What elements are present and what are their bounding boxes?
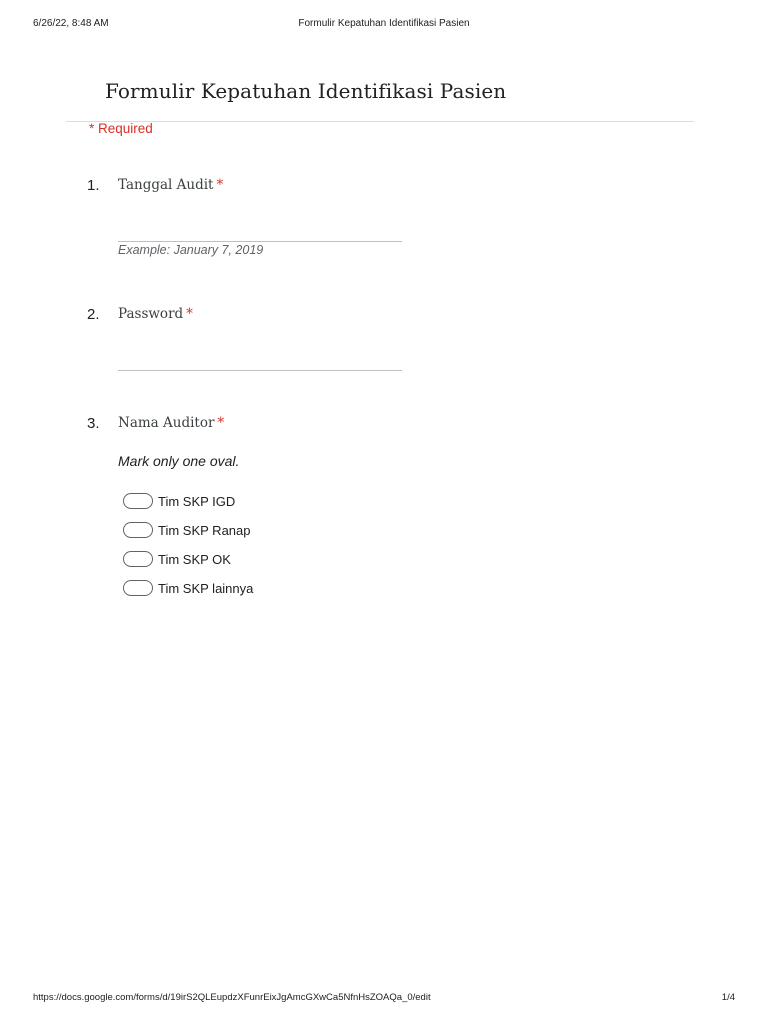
form-title: Formulir Kepatuhan Identifikasi Pasien (105, 79, 507, 103)
option-label: Tim SKP OK (158, 551, 231, 567)
question-label (118, 306, 193, 322)
question-number: 1. (87, 177, 100, 194)
radio-oval[interactable] (123, 551, 153, 567)
mark-one-oval-instruction: Mark only one oval. (118, 453, 240, 469)
option-tim-skp-ok[interactable] (123, 550, 231, 568)
option-label: Tim SKP IGD (158, 493, 236, 509)
date-answer-field[interactable] (118, 241, 402, 242)
print-datetime: 6/26/22, 8:48 AM (33, 18, 109, 29)
option-tim-skp-lainnya[interactable] (123, 579, 253, 597)
password-answer-field[interactable] (118, 370, 402, 371)
question-number: 2. (87, 306, 100, 323)
print-header (33, 18, 735, 32)
print-url: https://docs.google.com/forms/d/19irS2QLEupdzXFunrEixJgAmcGXwCa5NfnHsZOAQa_0/edit (33, 992, 431, 1003)
question-number: 3. (87, 415, 100, 432)
required-star: * (217, 415, 225, 431)
radio-oval[interactable] (123, 580, 153, 596)
required-note: * Required (89, 121, 153, 136)
option-label: Tim SKP Ranap (158, 522, 251, 538)
question-label (118, 177, 223, 193)
option-tim-skp-igd[interactable] (123, 492, 235, 510)
required-star: * (216, 177, 224, 193)
question-label-text: Tanggal Audit (118, 177, 214, 193)
print-doc-title: Formulir Kepatuhan Identifikasi Pasien (298, 18, 470, 29)
option-tim-skp-ranap[interactable] (123, 521, 251, 539)
question-label (118, 415, 224, 431)
required-star: * (186, 306, 193, 322)
print-page-number: 1/4 (721, 992, 735, 1003)
radio-oval[interactable] (123, 493, 153, 509)
print-footer (33, 992, 735, 1006)
title-divider (66, 121, 694, 122)
date-example-hint: Example: January 7, 2019 (118, 243, 264, 257)
question-label-text: Password (118, 306, 184, 322)
option-label: Tim SKP lainnya (158, 580, 254, 596)
radio-oval[interactable] (123, 522, 153, 538)
question-label-text: Nama Auditor (118, 415, 215, 431)
